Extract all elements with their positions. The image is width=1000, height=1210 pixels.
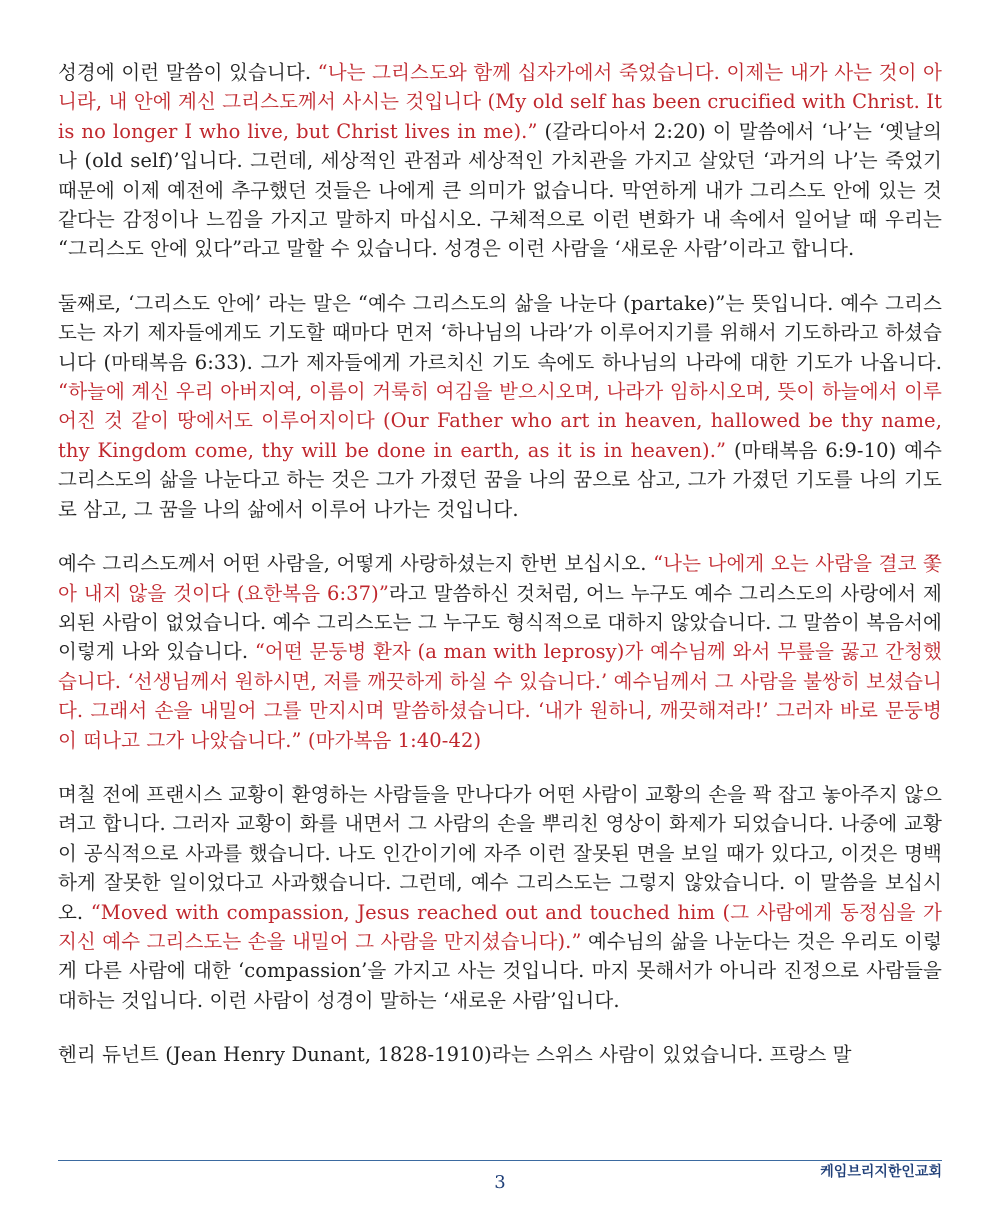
scripture-quote: “Moved with compassion, Jesus reached out and touched him (그 사람에게 동정심을 가지신 예수 그리스도는 손을 내밀어 그 사람을 만지셨습니다).” xyxy=(58,900,942,953)
paragraph-text: 예수님의 삶을 나눈다는 것은 우리도 이렇게 다른 사람에 대한 ‘compassion’을 가지고 사는 것입니다. 마지 못해서가 아니라 진정으로 사람들을 대하는 것입니다. 이런 사람이 성경이 말하는 ‘새로운 사람’입니다. xyxy=(58,929,942,1012)
paragraph-text: (마태복음 6:9-10) 예수 그리스도의 삶을 나눈다고 하는 것은 그가 가졌던 꿈을 나의 꿈으로 삼고, 그가 가졌던 기도를 나의 기도로 삼고, 그 꿈을 나의 삶에서 이루어 나가는 것입니다. xyxy=(58,438,942,521)
page-number: 3 xyxy=(494,1172,506,1193)
document-body xyxy=(58,58,942,1095)
paragraph-5 xyxy=(58,1040,942,1069)
footer-divider xyxy=(58,1160,942,1161)
scripture-quote: “어떤 문둥병 환자 (a man with leprosy)가 예수님께 와서 무릎을 꿇고 간청했습니다. ‘선생님께서 원하시면, 저를 깨끗하게 하실 수 있습니다.’ 예수님께서 그 사람을 불쌍히 보셨습니다. 그래서 손을 내밀어 그를 만지시며 말씀하셨습니다. ‘내가 원하니, 깨끗해져라!’ 그러자 바로 문둥병이 떠나고 그가 나았습니다.” (마가복음 1:40-42) xyxy=(58,640,942,752)
paragraph-text: (갈라디아서 2:20) 이 말씀에서 ‘나’는 ‘옛날의 나 (old self)’입니다. 그런데, 세상적인 관점과 세상적인 가치관을 가지고 살았던 ‘과거의 나’는 죽었기 때문에 이제 예전에 추구했던 것들은 나에게 큰 의미가 없습니다. 막연하게 내가 그리스도 안에 있는 것 같다는 감정이나 느낌을 가지고 말하지 마십시오. 구체적으로 이런 변화가 내 속에서 일어날 때 우리는 “그리스도 안에 있다”라고 말할 수 있습니다. 성경은 이런 사람을 ‘새로운 사람’이라고 합니다. xyxy=(58,119,942,261)
scripture-quote: “나는 그리스도와 함께 십자가에서 죽었습니다. 이제는 내가 사는 것이 아니라, 내 안에 계신 그리스도께서 사시는 것입니다 (My old self has been crucified with Christ. It is no longer I who live, but Christ lives in me).” xyxy=(58,61,942,143)
paragraph-text: 예수 그리스도께서 어떤 사람을, 어떻게 사랑하셨는지 한번 보십시오. xyxy=(58,552,654,576)
paragraph-2 xyxy=(58,289,942,524)
scripture-quote: “하늘에 계신 우리 아버지여, 이름이 거룩히 여김을 받으시오며, 나라가 임하시오며, 뜻이 하늘에서 이루어진 것 같이 땅에서도 이루어지이다 (Our Father who art in heaven, hallowed be thy name, thy Kingdom come, thy will be done in earth, as it is in heaven).” xyxy=(58,380,942,462)
paragraph-text: 라고 말씀하신 것처럼, 어느 누구도 예수 그리스도의 사랑에서 제외된 사람이 없었습니다. 예수 그리스도는 그 누구도 형식적으로 대하지 않았습니다. 그 말씀이 복음서에 이렇게 나와 있습니다. xyxy=(58,581,942,664)
paragraph-text: 헨리 듀넌트 (Jean Henry Dunant, 1828-1910)라는 스위스 사람이 있었습니다. 프랑스 말 xyxy=(58,1043,852,1067)
paragraph-text: 성경에 이런 말씀이 있습니다. xyxy=(58,61,318,84)
paragraph-3 xyxy=(58,549,942,755)
paragraph-text: 둘째로, ‘그리스도 안에’ 라는 말은 “예수 그리스도의 삶을 나눈다 (partake)”는 뜻입니다. 예수 그리스도는 자기 제자들에게도 기도할 때마다 먼저 ‘하나님의 나라’가 이루어지기를 위해서 기도하라고 하셨습니다 (마태복음 6:33). 그가 제자들에게 가르치신 기도 속에도 하나님의 나라에 대한 기도가 나옵니다. xyxy=(58,291,942,374)
paragraph-text: 며칠 전에 프랜시스 교황이 환영하는 사람들을 만나다가 어떤 사람이 교황의 손을 꽉 잡고 놓아주지 않으려고 합니다. 그러자 교황이 화를 내면서 그 사람의 손을 뿌리친 영상이 화제가 되었습니다. 나중에 교황이 공식적으로 사과를 했습니다. 나도 인간이기에 자주 이런 잘못된 면을 보일 때가 있다고, 이것은 명백하게 잘못한 일이었다고 사과했습니다. 그런데, 예수 그리스도는 그렇지 않았습니다. 이 말씀을 보십시오. xyxy=(58,782,942,924)
paragraph-1 xyxy=(58,58,942,264)
church-name: 케임브리지한인교회 xyxy=(820,1164,942,1180)
paragraph-4 xyxy=(58,780,942,1015)
scripture-quote: “나는 나에게 오는 사람을 결코 쫓아 내지 않을 것이다 (요한복음 6:37)” xyxy=(58,552,942,605)
